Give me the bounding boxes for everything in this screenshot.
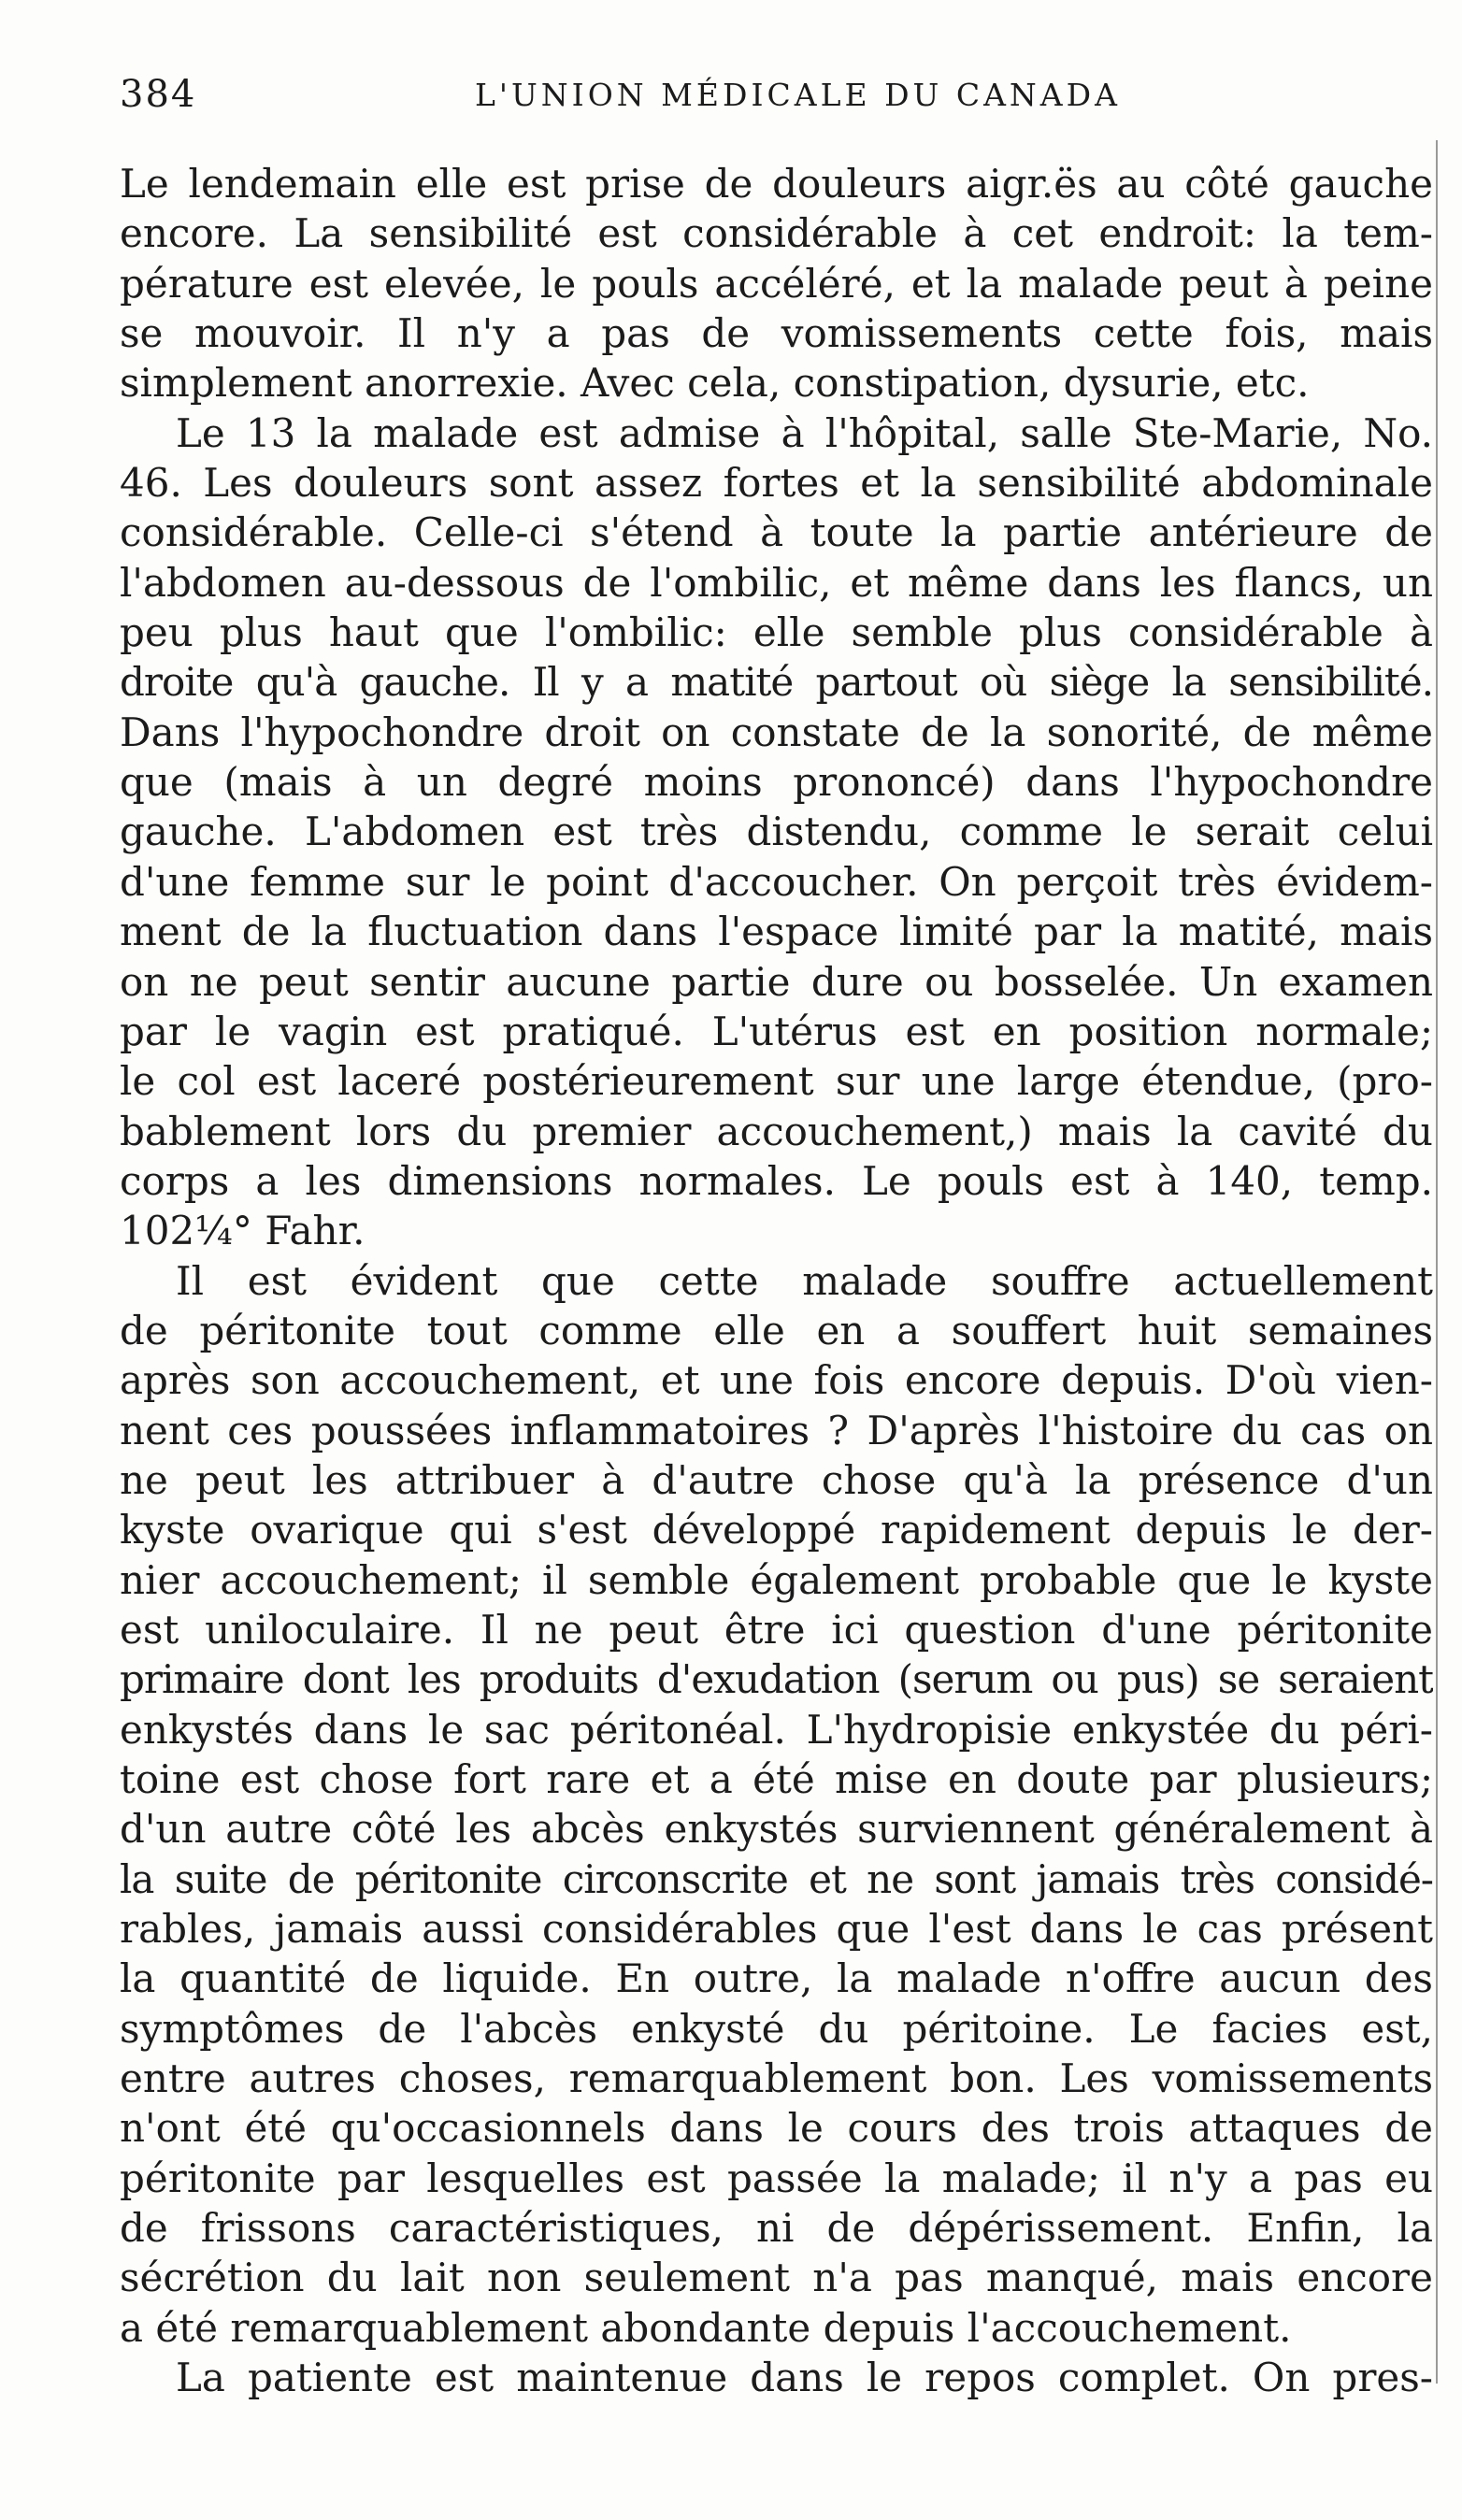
text-line: kyste ovarique qui s'est développé rapidement depuis le der-: [120, 1507, 1433, 1554]
text-line: encore. La sensibilité est considérable à cet endroit: la tem-: [120, 210, 1433, 257]
text-line: 102¼° Fahr.: [120, 1208, 366, 1254]
text-line: entre autres choses, remarquablement bon. Les vomissements: [120, 2055, 1433, 2102]
text-line: a été remarquablement abondante depuis l'accouchement.: [120, 2304, 1292, 2351]
text-line: l'abdomen au-dessous de l'ombilic, et même dans les flancs, un: [120, 559, 1433, 606]
text-line: que (mais à un degré moins prononcé) dans l'hypochondre: [120, 759, 1433, 806]
text-line: Le lendemain elle est prise de douleurs aigr.ës au côté gauche: [120, 161, 1433, 207]
text-line: la quantité de liquide. En outre, la malade n'offre aucun des: [120, 1955, 1433, 2002]
text-line: primaire dont les produits d'exudation (serum ou pus) se seraient: [120, 1656, 1433, 1703]
text-line: droite qu'à gauche. Il y a matité partout où siège la sensibilité.: [120, 659, 1433, 706]
text-line: toine est chose fort rare et a été mise en doute par plusieurs;: [120, 1756, 1433, 1802]
page-header: [120, 73, 1428, 129]
text-line: la suite de péritonite circonscrite et ne sont jamais très considé-: [120, 1855, 1433, 1902]
text-line: nent ces poussées inflammatoires ? D'après l'histoire du cas on: [120, 1407, 1433, 1453]
paragraph-start-line: Il est évident que cette malade souffre actuellement: [176, 1257, 1433, 1304]
text-line: considérable. Celle-ci s'étend à toute la partie antérieure de: [120, 509, 1433, 556]
page-number: 384: [120, 73, 197, 116]
text-line: enkystés dans le sac péritonéal. L'hydropisie enkystée du péri-: [120, 1706, 1433, 1753]
text-line: d'une femme sur le point d'accoucher. On perçoit très évidem-: [120, 858, 1433, 905]
text-line: pérature est elevée, le pouls accéléré, et la malade peut à peine: [120, 260, 1433, 307]
text-line: peu plus haut que l'ombilic: elle semble plus considérable à: [120, 609, 1433, 656]
text-line: 46. Les douleurs sont assez fortes et la sensibilité abdominale: [120, 460, 1433, 507]
text-line: d'un autre côté les abcès enkystés surviennent généralement à: [120, 1806, 1433, 1853]
text-line: de péritonite tout comme elle en a souffert huit semaines: [120, 1307, 1433, 1353]
paragraph-start-line: Le 13 la malade est admise à l'hôpital, salle Ste-Marie, No.: [176, 409, 1433, 456]
text-line: gauche. L'abdomen est très distendu, comme le serait celui: [120, 809, 1433, 855]
running-title: L'UNION MÉDICALE DU CANADA: [475, 77, 1121, 113]
article-body: [120, 159, 1433, 2402]
paragraph-start-line: La patiente est maintenue dans le repos complet. On pres-: [176, 2355, 1433, 2401]
text-line: sécrétion du lait non seulement n'a pas manqué, mais encore: [120, 2255, 1433, 2301]
text-line: le col est laceré postérieurement sur une large étendue, (pro-: [120, 1058, 1433, 1105]
text-line: on ne peut sentir aucune partie dure ou bosselée. Un examen: [120, 958, 1433, 1005]
text-line: après son accouchement, et une fois encore depuis. D'où vien-: [120, 1357, 1433, 1404]
text-line: ment de la fluctuation dans l'espace limité par la matité, mais: [120, 909, 1433, 955]
text-line: est uniloculaire. Il ne peut être ici question d'une péritonite: [120, 1606, 1433, 1653]
text-line: corps a les dimensions normales. Le pouls est à 140, temp.: [120, 1157, 1433, 1204]
text-line: bablement lors du premier accouchement,) mais la cavité du: [120, 1108, 1433, 1154]
text-line: de frissons caractéristiques, ni de dépérissement. Enfin, la: [120, 2205, 1433, 2252]
text-line: péritonite par lesquelles est passée la malade; il n'y a pas eu: [120, 2155, 1433, 2201]
text-line: nier accouchement; il semble également probable que le kyste: [120, 1556, 1433, 1603]
page-edge-rule: [1436, 140, 1438, 2384]
text-line: ne peut les attribuer à d'autre chose qu'à la présence d'un: [120, 1456, 1433, 1503]
text-line: rables, jamais aussi considérables que l'est dans le cas présent: [120, 1906, 1433, 1953]
text-line: se mouvoir. Il n'y a pas de vomissements cette fois, mais: [120, 310, 1433, 357]
text-line: simplement anorrexie. Avec cela, constipation, dysurie, etc.: [120, 360, 1310, 407]
text-line: symptômes de l'abcès enkysté du péritoine. Le facies est,: [120, 2005, 1433, 2052]
text-line: n'ont été qu'occasionnels dans le cours des trois attaques de: [120, 2105, 1433, 2152]
text-line: Dans l'hypochondre droit on constate de la sonorité, de même: [120, 709, 1433, 755]
text-line: par le vagin est pratiqué. L'utérus est en position normale;: [120, 1008, 1433, 1054]
